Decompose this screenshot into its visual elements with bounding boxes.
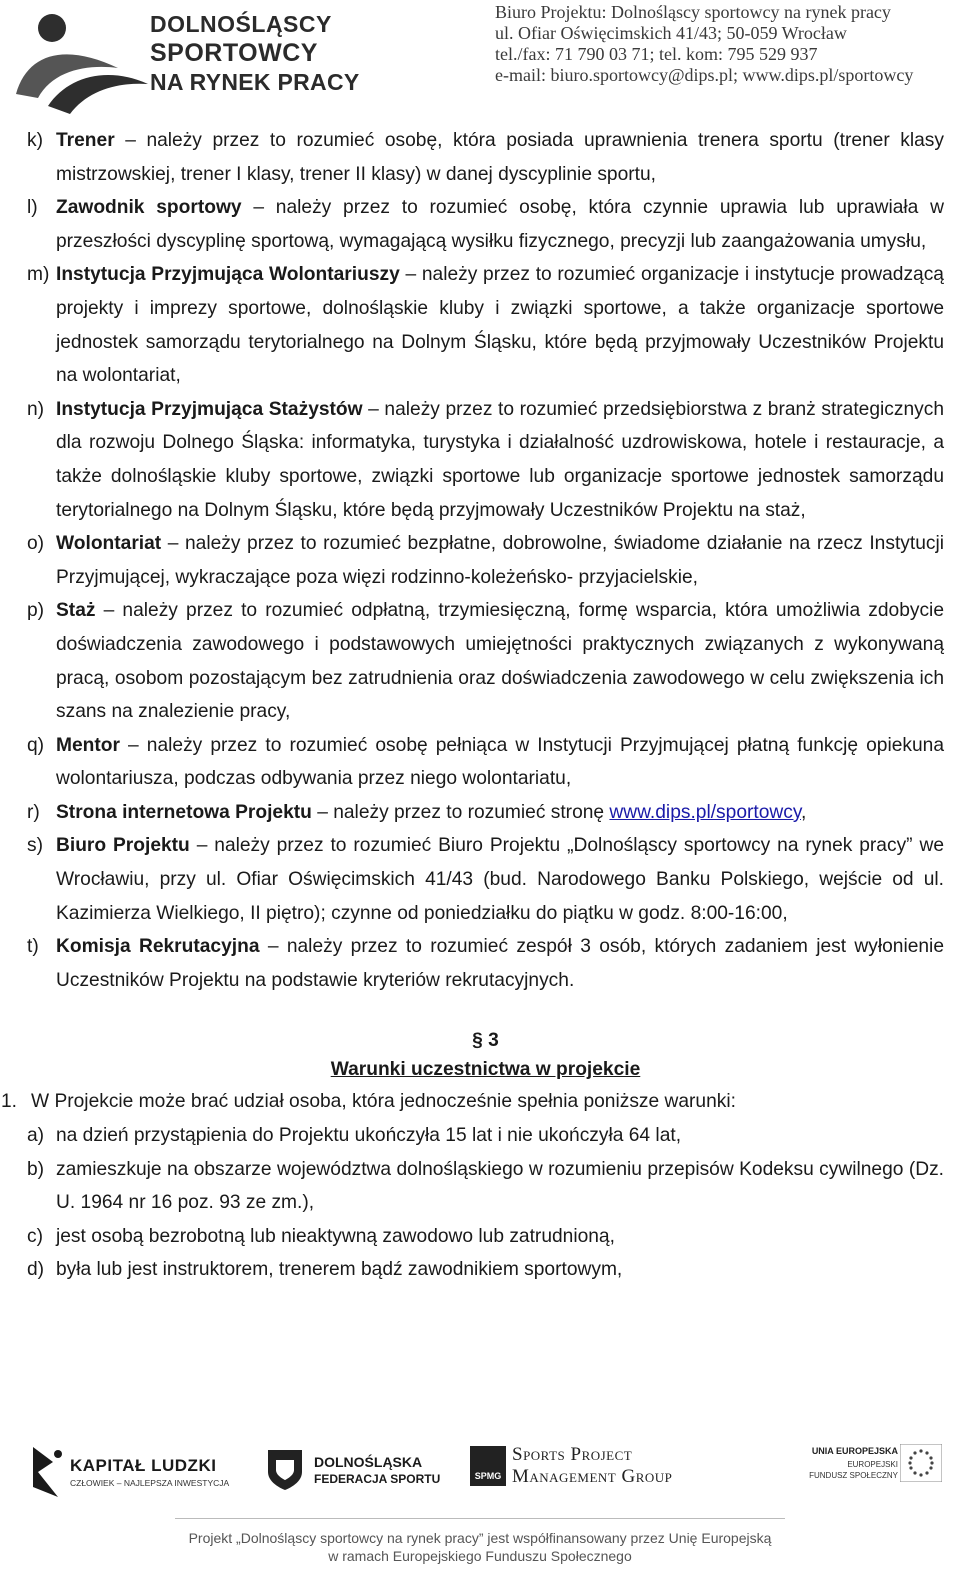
footer-note-line-1: Projekt „Dolnośląscy sportowcy na rynek pracy” jest współfinansowany przez Unię Europejską — [188, 1530, 772, 1546]
definition-term: Trener — [56, 130, 115, 151]
list-marker: d) — [27, 1259, 45, 1281]
dfs-emblem-icon — [264, 1446, 306, 1492]
condition-item — [27, 1153, 944, 1220]
definition-item — [27, 594, 944, 728]
kapital-ludzki-emblem-icon — [28, 1442, 68, 1502]
list-marker: r) — [27, 801, 40, 823]
definition-term: Komisja Rekrutacyjna — [56, 936, 260, 958]
spmg-line-2: Management Group — [512, 1466, 673, 1487]
footer-note — [0, 1529, 960, 1565]
logo-line-1: DOLNOŚLĄSCY — [150, 11, 332, 37]
punctuation: , — [801, 801, 807, 823]
definition-term: Mentor — [56, 734, 120, 756]
logo-line-3: NA RYNEK PRACY — [150, 69, 360, 95]
definition-text — [56, 594, 944, 728]
definition-text — [56, 191, 944, 258]
definition-body: – należy przez to rozumieć odpłatną, trzymiesięczną, formę wsparcia, która umożliwia zdobycie doświadczenia zawodowego i podstawowych umiejętności praktycznych związanych z wykonywaną pracą, osobom pozostającym bez zatrudnienia oraz doświadczenia zawodowego w celu zwiększenia ich szans na znalezienie pracy, — [56, 600, 944, 723]
eu-logo — [782, 1444, 942, 1494]
contact-office: Biuro Projektu: Dolnośląscy sportowcy na rynek pracy — [495, 2, 891, 22]
contact-address: ul. Ofiar Oświęcimskich 41/43; 50-059 Wrocław — [495, 23, 847, 43]
list-marker: q) — [27, 734, 45, 756]
definition-body: – należy przez to rozumieć stronę — [311, 801, 610, 823]
definition-text — [56, 258, 944, 392]
definition-term: Wolontariat — [56, 533, 162, 555]
list-marker: k) — [27, 130, 43, 151]
kapital-ludzki-logo — [28, 1442, 228, 1502]
project-website-link[interactable]: www.dips.pl/sportowcy — [609, 801, 802, 823]
dfs-line-1: DOLNOŚLĄSKA — [314, 1454, 423, 1470]
dfs-logo — [264, 1446, 444, 1496]
definition-text — [56, 829, 944, 930]
definition-item — [27, 191, 944, 258]
footer-note-line-2: w ramach Europejskiego Funduszu Społecznego — [328, 1548, 632, 1564]
condition-item — [27, 1253, 944, 1287]
list-marker: c) — [27, 1225, 43, 1247]
condition-item — [27, 1220, 944, 1254]
spmg-logo — [470, 1444, 710, 1494]
list-marker: a) — [27, 1125, 45, 1147]
definition-item — [27, 393, 944, 527]
definition-text — [56, 124, 944, 191]
definition-item — [27, 258, 944, 392]
page-header — [0, 0, 960, 110]
condition-text: zamieszkuje na obszarze województwa dolnośląskiego w rozumieniu przepisów Kodeksu cywilnego (Dz. U. 1964 nr 16 poz. 93 ze zm.), — [56, 1158, 944, 1214]
document-body — [1, 124, 945, 1287]
list-marker: t) — [27, 936, 39, 958]
definition-text — [56, 393, 944, 527]
spmg-badge: SPMG — [470, 1446, 506, 1486]
section-heading — [27, 1027, 944, 1085]
footer-divider — [175, 1518, 785, 1519]
definition-item — [27, 930, 944, 997]
definition-term: Instytucja Przyjmująca Wolontariuszy — [56, 264, 400, 286]
definition-body: – należy przez to rozumieć Biuro Projektu „Dolnośląscy sportowcy na rynek pracy” we Wrocławiu, przy ul. Ofiar Oświęcimskich 41/43 (bud. Narodowego Banku Polskiego, wejście od ul. Kazimierza Wielkiego, II piętro); czynne od poniedziałku do piątku w godz. 8:00-16:00, — [56, 835, 944, 924]
section-number: § 3 — [472, 1030, 499, 1052]
definition-text — [56, 527, 944, 594]
definition-body: – należy przez to rozumieć zespół 3 osób, których zadaniem jest wyłonienie Uczestników Projektu na podstawie kryteriów rekrutacyjnych. — [56, 936, 944, 991]
condition-text: była lub jest instruktorem, trenerem bądź zawodnikiem sportowym, — [56, 1259, 623, 1281]
definition-body: – należy przez to rozumieć organizacje i instytucje prowadzącą projekty i imprezy sportowe, dolnośląskie kluby i związki sportowe, a także organizacje sportowe jednostek samorządu terytorialnego na Dolnym Śląsku, które będą przyjmowały Uczestników Projektu na wolontariat, — [56, 264, 944, 387]
list-marker: l) — [27, 197, 38, 219]
condition-intro-text: W Projekcie może brać udział osoba, która jednocześnie spełnia poniższe warunki: — [31, 1091, 736, 1113]
list-marker: b) — [27, 1158, 45, 1180]
list-marker: n) — [27, 398, 45, 420]
list-marker: p) — [27, 600, 45, 622]
project-logo-icon — [8, 6, 158, 116]
definition-item — [27, 124, 944, 191]
eu-flag-icon — [900, 1444, 942, 1482]
contact-email: e-mail: biuro.sportowcy@dips.pl; www.dips.pl/sportowcy — [495, 65, 914, 85]
eu-line-1: UNIA EUROPEJSKA — [811, 1446, 898, 1456]
dfs-line-2: FEDERACJA SPORTU — [314, 1472, 441, 1486]
spmg-line-1: Sports Project — [512, 1444, 633, 1465]
definition-item-r — [27, 796, 944, 830]
project-logo-text — [150, 10, 360, 97]
definition-term: Instytucja Przyjmująca Stażystów — [56, 398, 363, 420]
condition-intro — [1, 1085, 944, 1119]
definition-body: – należy przez to rozumieć osobę, która posiada uprawnienia trenera sportu (trener klasy mistrzowskiej, trener I klasy, trener II klasy) w danej dyscyplinie sportu, — [56, 130, 944, 185]
eu-line-2: EUROPEJSKI — [847, 1460, 898, 1469]
contact-phone: tel./fax: 71 790 03 71; tel. kom: 795 529 937 — [495, 44, 818, 64]
list-marker: o) — [27, 533, 45, 555]
list-marker: m) — [27, 264, 50, 286]
list-marker: 1. — [1, 1091, 18, 1113]
definition-body: – należy przez to rozumieć przedsiębiorstwa z branż strategicznych dla rozwoju Dolnego Śląska: informatyka, turystyka i działalność uzdrowiskowa, hotele i restauracje, a także dolnośląskie kluby sportowe, związki sportowe lub organizacje sportowe jednostek samorządu terytorialnego na Dolnym Śląsku, które będą przyjmowały Uczestników Projektu na staż, — [56, 398, 945, 521]
definition-item — [27, 527, 944, 594]
kl-title: KAPITAŁ LUDZKI — [70, 1456, 217, 1475]
definition-body: – należy przez to rozumieć osobę, która czynnie uprawia lub uprawiała w przeszłości dyscyplinę sportową, wymagającą wysiłku fizycznego, precyzji lub zaangażowania umysłu, — [56, 197, 944, 252]
condition-item — [27, 1119, 944, 1153]
definition-text — [56, 729, 944, 796]
eu-line-3: FUNDUSZ SPOŁECZNY — [809, 1471, 898, 1480]
definition-term: Staż — [56, 600, 96, 622]
definition-text — [56, 930, 944, 997]
definition-body: – należy przez to rozumieć osobę pełniąca w Instytucji Przyjmującej płatną funkcję opiekuna wolontariusza, podczas odbywania przez niego wolontariatu, — [56, 734, 944, 790]
definition-item — [27, 829, 944, 930]
condition-text: jest osobą bezrobotną lub nieaktywną zawodowo lub zatrudnioną, — [56, 1225, 615, 1247]
kl-subtitle: CZŁOWIEK – NAJLEPSZA INWESTYCJA — [70, 1478, 230, 1488]
definition-text — [56, 796, 944, 830]
definition-term: Biuro Projektu — [56, 835, 190, 857]
list-marker: s) — [27, 835, 43, 857]
definition-item — [27, 729, 944, 796]
footer-logos — [0, 1430, 960, 1530]
contact-block — [495, 2, 913, 86]
condition-text: na dzień przystąpienia do Projektu ukończyła 15 lat i nie ukończyła 64 lat, — [56, 1125, 682, 1147]
section-title: Warunki uczestnictwa w projekcie — [330, 1059, 641, 1081]
definition-body: – należy przez to rozumieć bezpłatne, dobrowolne, świadome działanie na rzecz Instytucji Przyjmującej, wykraczające poza więzi rodzinno-koleżeńsko- przyjacielskie, — [56, 533, 944, 588]
definition-term: Zawodnik sportowy — [56, 197, 242, 219]
logo-line-2: SPORTOWCY — [150, 39, 318, 67]
definition-term: Strona internetowa Projektu — [56, 801, 312, 823]
